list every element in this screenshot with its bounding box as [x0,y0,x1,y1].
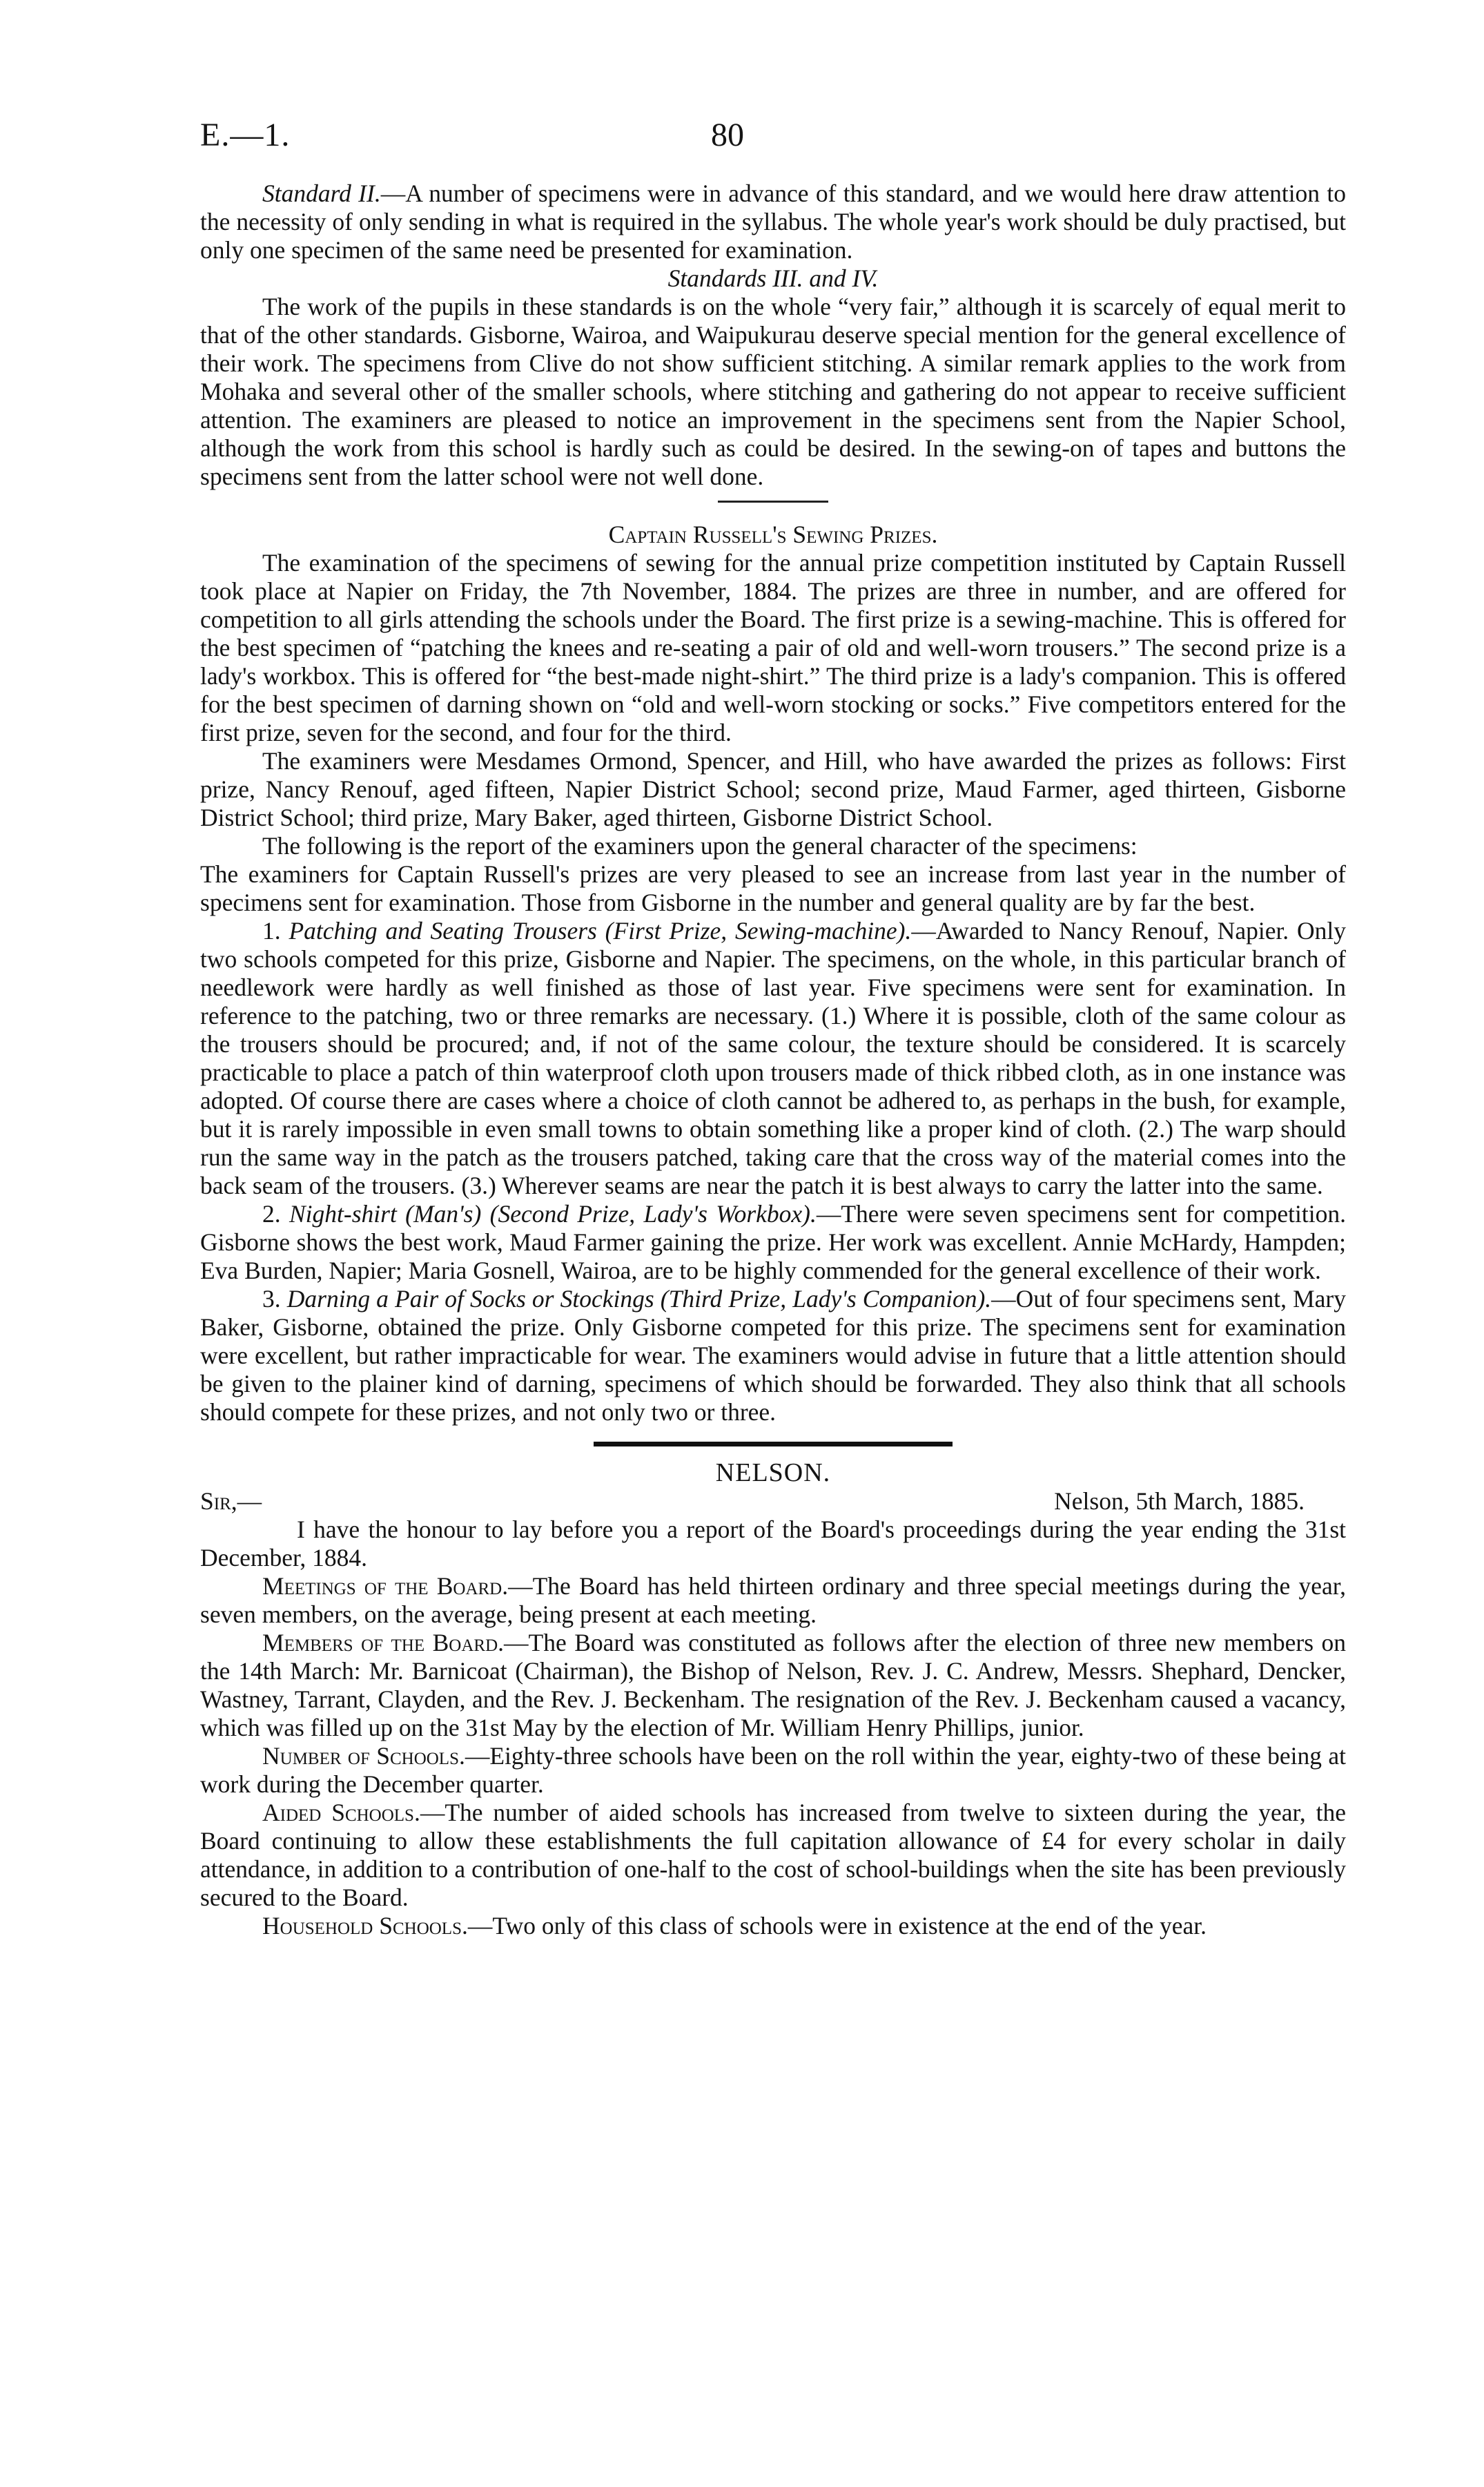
nelson-salutation-line [200,1487,1346,1516]
meetings-label: Meetings of the Board. [262,1572,509,1600]
nelson-household-schools [200,1912,1346,1940]
nelson-intro: I have the honour to lay before you a report of the Board's proceedings during the year ending the 31st December, 1884. [200,1516,1346,1571]
nelson-number-of-schools [200,1742,1346,1799]
letter-date: Nelson, 5th March, 1885. [1054,1487,1305,1515]
item-1-title: Patching and Seating Trousers (First Prize, Sewing-machine). [289,917,912,945]
document-id: E.—1. [200,117,291,153]
section-divider-thick [594,1442,953,1446]
nelson-members [200,1629,1346,1742]
russell-paragraph-2: The examiners were Mesdames Ormond, Spencer, and Hill, who have awarded the prizes as follows: First prize, Nancy Renouf, aged fifteen, Napier District School; second prize, Maud Farmer, aged thirteen, Gisborne District School; third prize, Mary Baker, aged thirteen, Gisborne District School. [200,747,1346,831]
russell-item-3 [200,1285,1346,1426]
meetings-text: —The Board has held thirteen ordinary and three special meetings during the year, seven members, on the average, being present at each meeting. [200,1572,1346,1628]
standards-iii-iv-paragraph: The work of the pupils in these standards is on the whole “very fair,” although it is scarcely of equal merit to that of the other standards. Gisborne, Wairoa, and Waipukurau deserve special mention for the general excellence of their work. The specimens from Clive do not show sufficient stitching. A similar remark applies to the work from Mohaka and several other of the smaller schools, where stitching and gathering do not appear to receive sufficient attention. The examiners are pleased to notice an improvement in the specimens sent from the Napier School, although the work from this school is hardly such as could be desired. In the sewing-on of tapes and buttons the specimens sent from the latter school were not well done. [200,293,1346,490]
item-3-title: Darning a Pair of Socks or Stockings (Third Prize, Lady's Companion). [286,1285,992,1313]
russell-paragraph-4: The examiners for Captain Russell's prizes are very pleased to see an increase from last year in the number of specimens sent for examination. Those from Gisborne in the number and general quality are by far the best. [200,860,1346,916]
russell-item-1 [200,917,1346,1200]
salutation: Sir,— [200,1487,262,1515]
nelson-meetings [200,1572,1346,1629]
russell-paragraph-3: The following is the report of the examiners upon the general character of the specimens: [262,832,1138,860]
number-label: Number of Schools. [262,1742,465,1770]
standard-ii-paragraph [200,180,1346,264]
item-1-text: —Awarded to Nancy Renouf, Napier. Only two schools competed for this prize, Gisborne and Napier. The specimens, on the whole, in this particular branch of needlework were hardly as well finished as those of last year. Five specimens were sent for examination. In reference to the patching, two or three remarks are necessary. (1.) Where it is possible, cloth of the same colour as the trousers should be procured; and, if not of the same colour, the texture should be considered. It is scarcely practicable to place a patch of thin waterproof cloth upon trousers made of thick ribbed cloth, as in one instance was adopted. Of course there are cases where a choice of cloth cannot be adhered to, as perhaps in the bush, for example, but it is rarely impossible in even small towns to obtain something like a proper kind of cloth. (2.) The warp should run the same way in the patch as the trousers patched, taking care that the cross way of the material comes into the back seam of the trousers. (3.) Wherever seams are near the patch it is best always to carry the latter into the same. [200,917,1347,1199]
page-header [200,116,1346,164]
item-2-title: Night-shirt (Man's) (Second Prize, Lady's Workbox). [289,1200,817,1228]
item-2-number: 2. [262,1200,281,1228]
standard-ii-text: —A number of specimens were in advance of this standard, and we would here draw attention to the necessity of only sending in what is required in the syllabus. The whole year's work should be duly practised, but only one specimen of the same need be presented for examination. [200,180,1346,264]
russell-heading: Captain Russell's Sewing Prizes. [608,521,938,548]
household-text: —Two only of this class of schools were in existence at the end of the year. [467,1912,1207,1939]
number-text: —Eighty-three schools have been on the roll within the year, eighty-two of these being at work during the December quarter. [200,1742,1346,1798]
item-1-number: 1. [262,917,281,945]
page-number: 80 [711,117,744,153]
item-3-text: —Out of four specimens sent, Mary Baker, Gisborne, obtained the prize. Only Gisborne competed for this prize. The specimens sent for examination were excellent, but rather impracticable for wear. The examiners would advise in future that a little attention should be given to the plainer kind of darning, specimens of which should be forwarded. They also think that all schools should compete for these prizes, and not only two or three. [200,1285,1347,1426]
standards-iii-iv-heading: Standards III. and IV. [667,264,879,292]
nelson-heading: NELSON. [715,1458,831,1487]
aided-text: —The number of aided schools has increased from twelve to sixteen during the year, the Board continuing to allow these establishments the full capitation allowance of £4 for every scholar in daily attendance, in addition to a contribution of one-half to the cost of school-buildings when the site has been previously secured to the Board. [200,1799,1346,1911]
item-2-text: —There were seven specimens sent for competition. Gisborne shows the best work, Maud Farmer gaining the prize. Her work was excellent. Annie McHardy, Hampden; Eva Burden, Napier; Maria Gosnell, Wairoa, are to be highly commended for the general excellence of their work. [200,1200,1346,1284]
members-text: —The Board was constituted as follows after the election of three new members on the 14th March: Mr. Barnicoat (Chairman), the Bishop of Nelson, Rev. J. C. Andrew, Messrs. Shephard, Dencker, Wastney, Tarrant, Clayden, and the Rev. J. Beckenham. The resignation of the Rev. J. Beckenham caused a vacancy, which was filled up on the 31st May by the election of Mr. William Henry Phillips, junior. [200,1629,1347,1741]
members-label: Members of the Board. [262,1629,505,1656]
nelson-aided-schools [200,1799,1346,1912]
section-divider [718,501,828,503]
page-body [200,180,1346,1940]
standard-ii-label: Standard II. [262,180,381,207]
aided-label: Aided Schools. [262,1799,420,1826]
household-label: Household Schools. [262,1912,468,1939]
russell-paragraph-1: The examination of the specimens of sewing for the annual prize competition instituted by Captain Russell took place at Napier on Friday, the 7th November, 1884. The prizes are three in number, and are offered for competition to all girls attending the schools under the Board. The first prize is a sewing-machine. This is offered for the best specimen of “patching the knees and re-seating a pair of old and well-worn trousers.” The second prize is a lady's workbox. This is offered for “the best-made night-shirt.” The third prize is a lady's companion. This is offered for the best specimen of darning shown on “old and well-worn stocking or socks.” Five competitors entered for the first prize, seven for the second, and four for the third. [200,549,1346,746]
item-3-number: 3. [262,1285,281,1313]
russell-item-2 [200,1200,1346,1285]
